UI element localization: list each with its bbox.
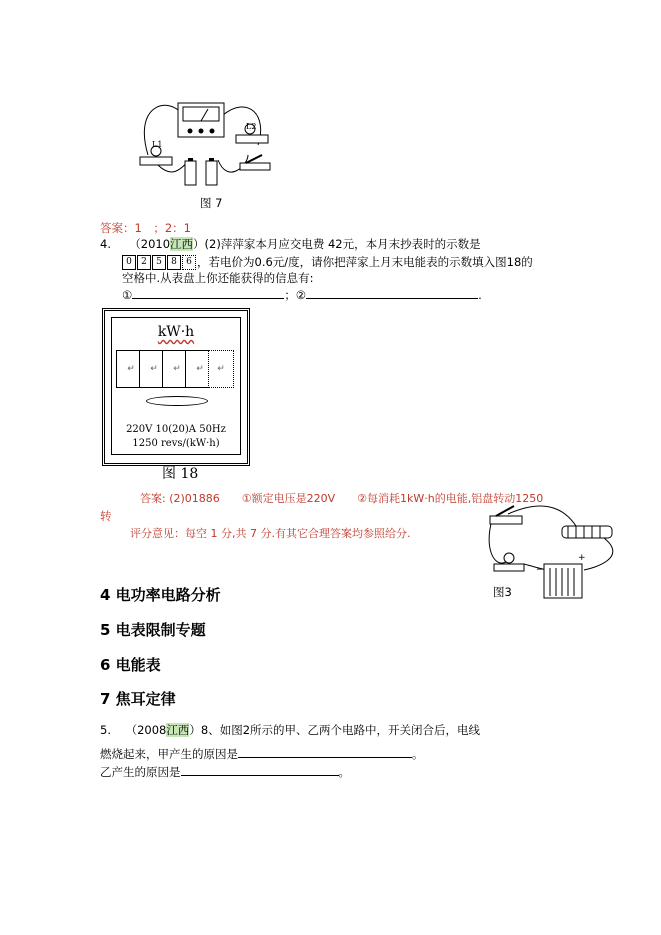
paren-close: ） (193, 237, 205, 251)
meter-unit: kW·h (157, 324, 195, 340)
digit-box: 2 (137, 255, 151, 270)
svg-text:L2: L2 (246, 122, 257, 131)
blank-end: . (478, 288, 482, 302)
answer-blank-2[interactable] (306, 286, 478, 299)
figure-18-caption: 图 18 (162, 466, 199, 482)
section-heading-4: 4 电功率电路分析 (100, 586, 221, 604)
digit-box: 5 (152, 255, 166, 270)
line-end: 。 (338, 765, 350, 779)
meter-cell-decimal: ↵ (208, 350, 234, 388)
energy-meter-figure (102, 308, 250, 466)
figure-7-caption: 图 7 (200, 196, 223, 210)
blank-separator: ；② (284, 288, 307, 302)
question-4-line-3: 空格中.从表盘上你还能获得的信息有: (122, 271, 314, 285)
answer-blank-3[interactable] (238, 745, 412, 758)
question-5-line-1 (100, 722, 480, 738)
answer-blank-1[interactable] (132, 286, 284, 299)
blank-1-label: ① (122, 288, 133, 302)
question-4-year: 2010 (140, 237, 171, 251)
meter-disc (146, 396, 208, 406)
answer-2-line-2: 转 (100, 509, 112, 523)
meter-panel (111, 317, 241, 455)
question-5-year: 2008 (137, 723, 167, 737)
question-5-number: 5. (100, 723, 111, 737)
meter-cell: ↵ (116, 350, 146, 388)
line-end: 。 (412, 747, 424, 761)
svg-text:−: − (536, 565, 544, 575)
question-5-line-2 (100, 745, 424, 762)
figure-3-caption: 图3 (493, 585, 512, 599)
question-4-text-1: (2)萍萍家本月应交电费 42元，本月末抄表时的示数是 (204, 237, 481, 251)
meter-digit-row (116, 350, 236, 388)
section-heading-6: 6 电能表 (100, 656, 161, 674)
section-heading-7: 7 焦耳定律 (100, 690, 176, 708)
question-5-region: 江西 (166, 723, 190, 737)
digit-box: 0 (122, 255, 136, 270)
question-4-text-2: ，若电价为0.6元/度，请你把萍家上月末电能表的示数填入图18的 (197, 255, 533, 269)
svg-text:L1: L1 (152, 140, 163, 149)
question-5-text-1: 8、如图2所示的甲、乙两个电路中，开关闭合后，电线 (200, 723, 481, 737)
paren-open: （ (125, 723, 138, 737)
figure-7 (128, 95, 278, 195)
question-5-text-2: 燃烧起来，甲产生的原因是 (100, 747, 238, 761)
answer-2-line-1: 答案: (2)01886 ①额定电压是220V ②每消耗1kW·h的电能,铝盘转动1250 (140, 492, 544, 505)
question-4-region: 江西 (170, 237, 194, 251)
meter-cell: ↵ (185, 350, 215, 388)
digit-box: 8 (167, 255, 181, 270)
question-5-text-3: 乙产生的原因是 (100, 765, 181, 779)
paren-close: ） (189, 723, 201, 737)
question-4-number: 4. (100, 237, 111, 251)
answer-blank-4[interactable] (181, 763, 339, 776)
meter-cell: ↵ (162, 350, 192, 388)
meter-rating-2: 1250 revs/(kW·h) (132, 438, 220, 449)
question-5-line-3 (100, 763, 350, 780)
digit-box-decimal: 6 (182, 255, 196, 270)
question-4-line-2 (122, 254, 533, 270)
answer-1: 答案：1 ；2：1 (100, 221, 191, 235)
section-heading-5: 5 电表限制专题 (100, 621, 206, 639)
circuit-diagram-7 (128, 95, 278, 195)
answer-2-scoring: 评分意见：每空 1 分,共 7 分.有其它合理答案均参照给分. (130, 527, 411, 540)
question-4-blanks (122, 286, 482, 303)
meter-reading-digits (122, 255, 197, 269)
question-4-line-1 (100, 236, 481, 252)
meter-rating-1: 220V 10(20)A 50Hz (126, 424, 226, 435)
svg-text:+: + (578, 553, 586, 563)
meter-cell: ↵ (139, 350, 169, 388)
paren-open: （ (129, 237, 141, 251)
